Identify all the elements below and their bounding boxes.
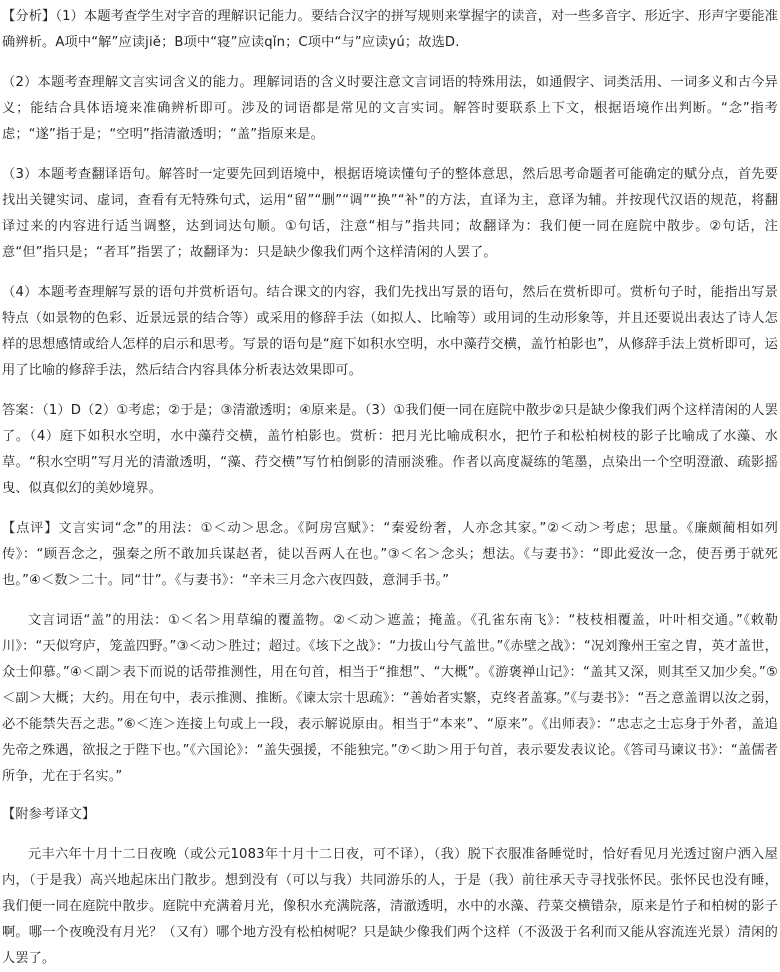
analysis-part-1: 【分析】（1）本题考查学生对字音的理解识记能力。要结合汉字的拼写规则来掌握字的读音，对一些多音字、形近字、形声字要能准确辨析。A项中“解”应读jiě；B项中“寝”应读qǐn；C项中“与”应读yú；故选D.	[2, 9, 778, 50]
comment-nian-usage: 【点评】文言实词“念”的用法：①＜动＞思念。《阿房宫赋》：“秦爱纷奢，人亦念其家。”②＜动＞考虑；思量。《廉颇蔺相如列传》：“顾吾念之，强秦之所不敢加兵谋赵者，徒以吾两人在也。”③＜名＞念头；想法。《与妻书》：“即此爱汝一念，使吾勇于就死也。”④＜数＞二十。同“廿”。《与妻书》：“辛未三月念六夜四鼓，意洞手书。”	[2, 521, 778, 588]
answer-paragraph: 答案：（1）D（2）①考虑；②于是；③清澈透明；④原来是。（3）①我们便一同在庭院中散步②只是缺少像我们两个这样清闲的人罢了。（4）庭下如积水空明，水中藻荇交横，盖竹柏影也。赏析：把月光比喻成积水，把竹子和松柏树枝的影子比喻成了水藻、水草。“积水空明”写月光的清澈透明，“藻、荇交横”写竹柏倒影的清丽淡雅。作者以高度凝练的笔墨，点染出一个空明澄澈、疏影摇曳、似真似幻的美妙境界。	[2, 403, 778, 496]
comment-gai-usage: 文言词语“盖”的用法：①＜名＞用草编的覆盖物。②＜动＞遮盖；掩盖。《孔雀东南飞》：“枝枝相覆盖，叶叶相交通。”《敕勒川》：“天似穹庐，笼盖四野。”③＜动＞胜过；超过。《垓下之战》：“力拔山兮气盖世。”《赤壁之战》：“况刘豫州王室之胄，英才盖世，众士仰慕。”④＜副＞表下而说的话带推测性，用在句首，相当于“推想”、“大概”。《游褒禅山记》：“盖其又深，则其至又加少矣。”⑤＜副＞大概；大约。用在句中，表示推测、推断。《谏太宗十思疏》：“善始者实繁，克终者盖寡。”《与妻书》：“吾之意盖谓以汝之弱，必不能禁失吾之悲。”⑥＜连＞连接上句或上一段，表示解说原由。相当于“本来”、“原来”。《出师表》：“忠志之士忘身于外者，盖追先帝之殊遇，欲报之于陛下也。”《六国论》：“盖失强援，不能独完。”⑦＜助＞用于句首，表示要发表议论。《答司马谏议书》：“盖儒者所争，尤在于名实。”	[2, 613, 778, 784]
analysis-part-3: （3）本题考查翻译语句。解答时一定要先回到语境中，根据语境读懂句子的整体意思，然后思考命题者可能确定的赋分点，首先要找出关键实词、虚词，查看有无特殊句式，运用“留”“删”“调”“换”“补”的方法，直译为主，意译为辅。并按现代汉语的规范，将翻译过来的内容进行适当调整，达到词达句顺。①句话，注意“相与”指共同；故翻译为：我们便一同在庭院中散步。②句话，注意“但”指只是；“者耳”指罢了；故翻译为：只是缺少像我们两个这样清闲的人罢了。	[2, 167, 778, 260]
analysis-part-4: （4）本题考查理解写景的语句并赏析语句。结合课文的内容，我们先找出写景的语句，然后在赏析即可。赏析句子时，能指出写景特点（如景物的色彩、近景远景的结合等）或采用的修辞手法（如拟人、比喻等）或用词的生动形象等，并且还要说出表达了诗人怎样的思想感情或给人怎样的启示和思考。写景的语句是“庭下如积水空明，水中藻荇交横，盖竹柏影也”，从修辞手法上赏析即可，运用了比喻的修辞手法，然后结合内容具体分析表达效果即可。	[2, 285, 778, 378]
reference-translation-body: 元丰六年十月十二日夜晚（或公元1083年十月十二日夜，可不译），（我）脱下衣服准备睡觉时，恰好看见月光透过窗户洒入屋内，（于是我）高兴地起床出门散步。想到没有（可以与我）共同游乐的人，于是（我）前往承天寺寻找张怀民。张怀民也没有睡，我们便一同在庭院中散步。庭院中充满着月光，像积水充满院落，清澈透明，水中的水藻、荇菜交横错杂，原来是竹子和柏树的影子啊。哪一个夜晚没有月光？（又有）哪个地方没有松柏树呢？只是缺少像我们两个这样（不汲汲于名利而又能从容流连光景）清闲的人罢了。	[2, 847, 778, 966]
reference-translation-header: 【附参考译文】	[2, 807, 96, 822]
analysis-part-2: （2）本题考查理解文言实词含义的能力。理解词语的含义时要注意文言词语的特殊用法，如通假字、词类活用、一词多义和古今异义；能结合具体语境来准确辨析即可。涉及的词语都是常见的文言实词。解答时要联系上下文，根据语境作出判断。“念”指考虑；“遂”指于是；“空明”指清澈透明；“盖”指原来是。	[2, 75, 778, 142]
